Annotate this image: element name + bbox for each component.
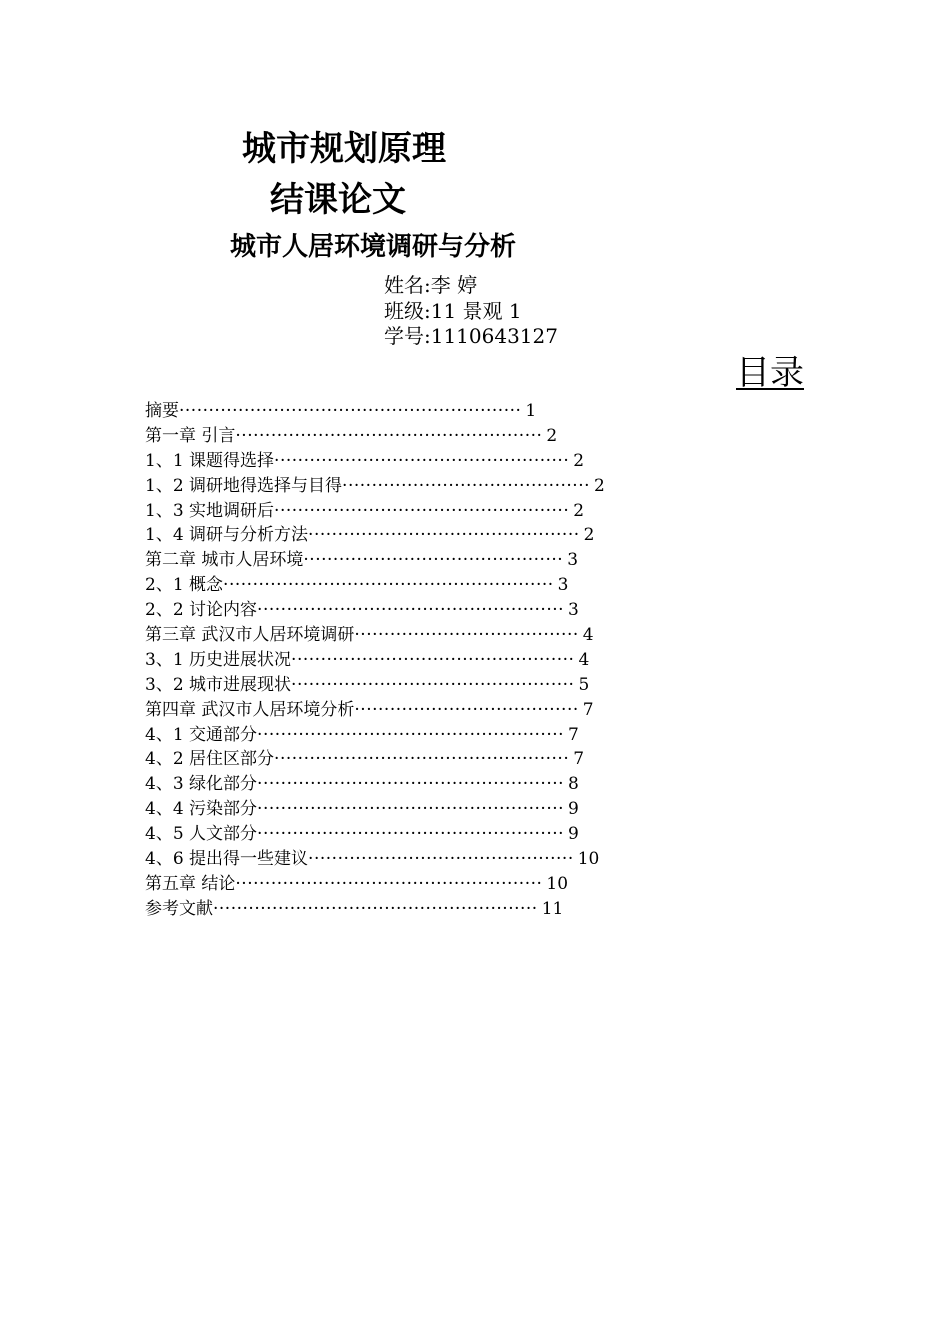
toc-entry-leader: ······································ [354,699,579,720]
toc-entry-leader: ···················································· [235,873,543,894]
toc-entry-leader: ···················································· [257,824,565,845]
toc-entry-leader: ···················································· [257,724,565,745]
toc-entry-label: 3、2 城市进展现状 [145,674,292,695]
toc-entry-label: 第三章 武汉市人居环境调研 [145,625,355,646]
toc-entry-label: 4、3 绿化部分 [145,774,258,795]
toc-entry-leader: ················································ [291,674,575,695]
toc-entry-label: 摘要 [145,401,179,421]
toc-entry-label: 2、1 概念 [145,575,224,596]
toc-entry [145,747,605,772]
toc-entry-label: 第五章 结论 [145,873,236,894]
toc-entry [145,772,605,797]
toc-entry-page: 1 [525,401,537,421]
toc-entry [145,523,605,548]
toc-entry [145,897,605,922]
toc-entry-leader: ·························································· [179,401,522,421]
toc-entry-leader: ·················································· [274,450,570,471]
toc-entry-leader: ···················································· [257,799,565,820]
toc-entry-page: 2 [594,475,605,496]
toc-entry [145,623,605,648]
toc-entry-page: 9 [568,799,579,820]
toc-entry-leader: ·········································· [342,475,591,496]
toc-entry-page: 7 [573,749,585,770]
toc-entry-page: 10 [577,849,600,870]
author-student-id: 学号:1110643127 [384,324,558,348]
toc-entry-label: 4、5 人文部分 [145,824,258,845]
toc-entry-page: 8 [568,774,579,795]
toc-entry-label: 1、3 实地调研后 [145,500,275,521]
toc-entry [145,548,605,573]
toc-entry-leader: ·················································· [274,749,570,770]
toc-entry [145,723,605,748]
toc-entry-leader: ························································ [223,575,554,596]
toc-entry-page: 10 [546,873,569,894]
toc-entry-page: 7 [582,699,594,720]
toc-entry-page: 2 [573,500,585,521]
toc-entry-leader: ············································· [308,849,574,870]
toc-entry [145,847,605,872]
toc-entry-page: 2 [573,450,585,471]
toc-entry-label: 第二章 城市人居环境 [145,550,304,571]
toc-entry-label: 4、2 居住区部分 [145,749,275,770]
table-of-contents [145,399,605,922]
author-name: 姓名:李 婷 [384,273,478,297]
toc-entry [145,822,605,847]
toc-entry [145,474,605,499]
toc-entry-leader: ······································ [354,625,579,646]
toc-entry [145,499,605,524]
toc-entry-label: 2、2 讨论内容 [145,600,258,621]
toc-entry-leader: ···················································· [257,774,565,795]
report-title-line-2: 结课论文 [270,180,406,220]
toc-entry [145,797,605,822]
toc-entry-page: 5 [578,674,590,695]
toc-entry-label: 1、2 调研地得选择与目得 [145,475,343,496]
toc-entry-page: 2 [546,425,558,446]
toc-entry-page: 4 [582,625,594,646]
toc-entry [145,399,605,424]
toc-entry-page: 3 [557,575,569,596]
toc-entry-leader: ················································ [291,649,575,670]
toc-entry-label: 参考文献 [145,898,213,919]
toc-entry [145,673,605,698]
toc-entry-page: 4 [578,649,590,670]
toc-entry [145,573,605,598]
toc-entry-page: 3 [567,550,579,571]
report-title-line-1: 城市规划原理 [242,129,446,169]
toc-entry-label: 4、4 污染部分 [145,799,258,820]
report-subtitle: 城市人居环境调研与分析 [230,232,517,262]
toc-entry [145,449,605,474]
toc-entry-label: 第一章 引言 [145,425,236,446]
toc-entry-label: 1、1 课题得选择 [145,450,275,471]
toc-heading: 目录 [736,353,804,393]
toc-entry [145,698,605,723]
toc-entry-label: 4、1 交通部分 [145,724,258,745]
toc-entry-label: 4、6 提出得一些建议 [145,849,309,870]
toc-entry [145,424,605,449]
author-class: 班级:11 景观 1 [384,299,522,323]
toc-entry-label: 3、1 历史进展状况 [145,649,292,670]
toc-entry-page: 3 [568,600,579,621]
toc-entry-leader: ···················································· [235,425,543,446]
toc-entry-page: 7 [568,724,579,745]
toc-entry-leader: ···················································· [257,600,565,621]
toc-entry-leader: ············································ [303,550,564,571]
toc-entry-label: 第四章 武汉市人居环境分析 [145,699,355,720]
toc-entry-leader: ······················································· [213,898,538,919]
toc-entry-page: 9 [568,824,579,845]
toc-entry [145,598,605,623]
toc-entry-leader: ·············································· [308,525,580,546]
toc-entry [145,872,605,897]
toc-entry-page: 2 [583,525,595,546]
toc-entry [145,648,605,673]
toc-entry-label: 1、4 调研与分析方法 [145,525,309,546]
toc-entry-leader: ·················································· [274,500,570,521]
toc-entry-page: 11 [541,898,564,919]
